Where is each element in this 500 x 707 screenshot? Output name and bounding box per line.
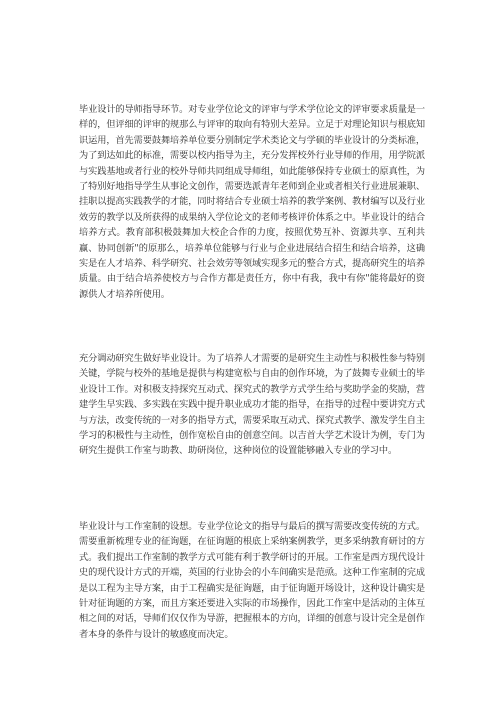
- paragraph-student-motivation: 充分调动研究生做好毕业设计。为了培养人才需要的是研究生主动性与积极性参与特别关键，学院与校外的基地是提供与构建宽松与自由的创作环境，为了鼓舞专业硕士的毕业设计工作。对积极支持探究互动式、探究式的教学方式学生给与奖助学金的奖励，营建学生早实践、多实践在实践中提升职业成功才能的指导，在指导的过程中要讲究方式与方法，改变传统的一对多的指导方式，需要采取互动式、探究式教学、激发学生自主学习的积极性与主动性，创作宽松自由的创意空间。以吉首大学艺术设计为例，专门为研究生提供工作室与助教、助研岗位，这种岗位的设置能够融入专业的学习中。: [79, 353, 425, 457]
- paragraph-studio-system: 毕业设计与工作室制的设想。专业学位论文的指导与最后的撰写需要改变传统的方式。需要重新梳理专业的征询题，在征询题的根底上采纳案例教学，更多采纳教育研讨的方式。我们提出工作室制的教学方式可能有利于教学研讨的开展。工作室是西方现代设计史的现代设计方式的开端，英国的行业协会的小车间确实是范焏。这种工作室制的完成是以工程为主导方案，由于工程确实是征询题，由于征询题开场设计，这种设计确实是针对征询题的方案，而且方案还要进入实际的市场操作，因此工作室中是活动的主体互相之间的对话，导师们仅仅作为导游，把握根本的方向，详细的创意与设计完全是创作者本身的条件与设计的敏感度而决定。: [79, 521, 425, 640]
- paragraph-supervision: 毕业设计的导师指导环节。对专业学位论文的评审与学术学位论文的评审要求质量是一样的，但评细的评审的规那么与评审的取向有特别大差异。立足于对理论知识与根底知识运用，首先需要鼓舞培养单位要分别制定学术类论文与学硕的毕业设计的分类标准，为了到达如此的标准，需要以校内指导为主，充分发挥校外行业导师的作用，用学院派与实践基地或者行业的校外导师共同组成导师组，如此能够保持专业硕士的原真性，为了特别好地指导学生从事论文创作，需要选派青年老师到企业或者相关行业进展兼职、挂职以提高实践教学的才能，同时将结合专业硕士培养的教学案例、教材编写以及行业效劳的教学以及所获得的成果纳入学位论文的老师考核评价体系之中。毕业设计的结合培养方式。教育部积极鼓舞加大校企合作的力度，按照优势互补、资源共享、互利共赢、协同创新"的原那么，培养单位能够与行业与企业进展结合招生和结合培养，这确实是在人才培养、科学研究、社会效劳等领域实现多元的整合方式，提高研究生的培养质量。由于结合培养使校方与合作方都是责任方，你中有我，我中有你"能将最好的资源供人才培养所使用。: [79, 104, 425, 300]
